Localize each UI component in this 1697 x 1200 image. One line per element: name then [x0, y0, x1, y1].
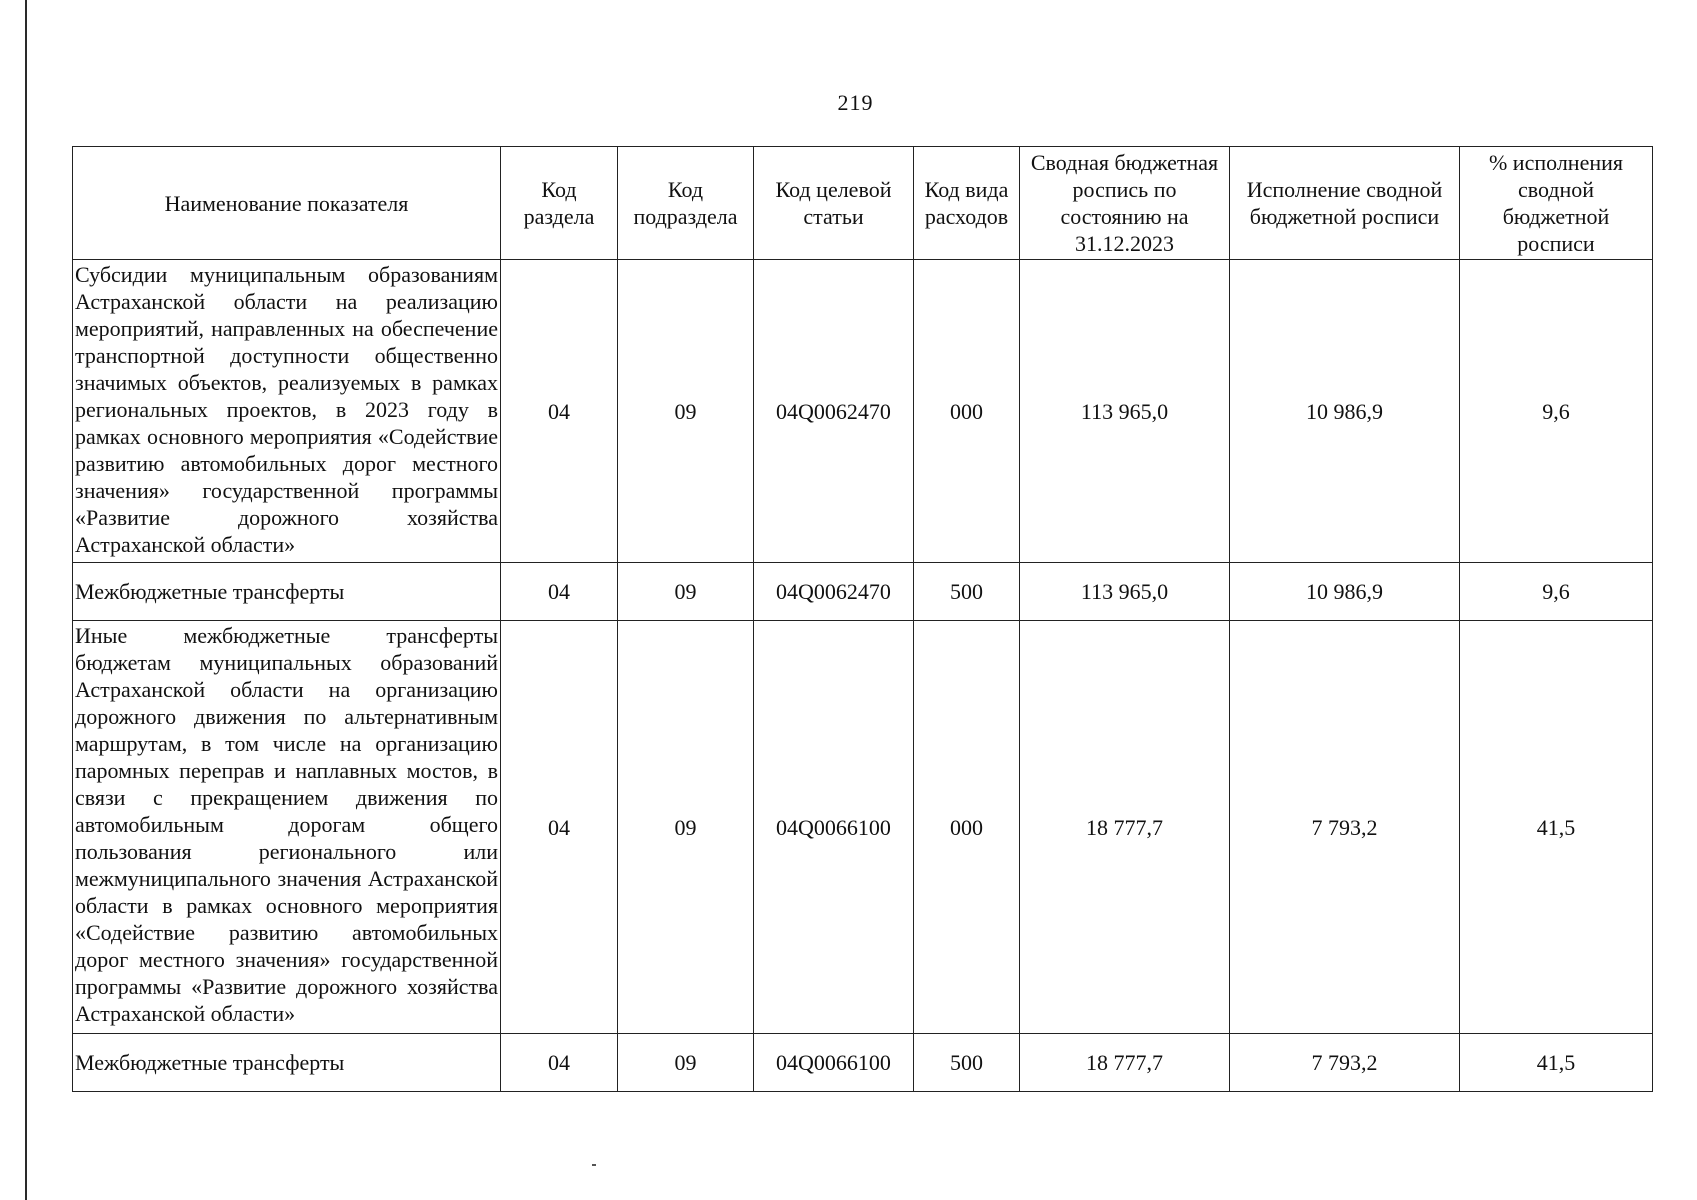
- header-celevaya: Код целевой статьи: [754, 147, 914, 260]
- cell-ispolnenie: 10 986,9: [1230, 563, 1460, 621]
- budget-table: [72, 146, 1653, 1092]
- page-number: [0, 90, 1697, 116]
- cell-ispolnenie: 10 986,9: [1230, 260, 1460, 563]
- cell-podrazdel: 09: [618, 563, 754, 621]
- cell-vid: 000: [914, 621, 1020, 1034]
- binding-margin-line: [25, 0, 27, 1200]
- header-svodnaya: Сводная бюджетная роспись по состоянию на 31.12.2023: [1020, 147, 1230, 260]
- cell-celevaya: 04Q0062470: [754, 260, 914, 563]
- cell-razdel: 04: [501, 1034, 618, 1092]
- table-header: [73, 147, 1653, 260]
- cell-celevaya: 04Q0066100: [754, 1034, 914, 1092]
- cell-vid: 000: [914, 260, 1020, 563]
- header-podrazdel: Код подраздела: [618, 147, 754, 260]
- cell-celevaya: 04Q0066100: [754, 621, 914, 1034]
- cell-razdel: 04: [501, 260, 618, 563]
- cell-vid: 500: [914, 563, 1020, 621]
- cell-vid: 500: [914, 1034, 1020, 1092]
- cell-svodnaya: 113 965,0: [1020, 563, 1230, 621]
- cell-svodnaya: 18 777,7: [1020, 621, 1230, 1034]
- header-razdel: Код раздела: [501, 147, 618, 260]
- cell-procent: 41,5: [1460, 1034, 1653, 1092]
- scan-speck: [592, 1164, 596, 1166]
- cell-celevaya: 04Q0062470: [754, 563, 914, 621]
- cell-procent: 9,6: [1460, 260, 1653, 563]
- table-row: [73, 260, 1653, 563]
- cell-razdel: 04: [501, 563, 618, 621]
- cell-svodnaya: 18 777,7: [1020, 1034, 1230, 1092]
- cell-svodnaya: 113 965,0: [1020, 260, 1230, 563]
- header-vid: Код вида расходов: [914, 147, 1020, 260]
- cell-ispolnenie: 7 793,2: [1230, 1034, 1460, 1092]
- header-ispolnenie: Исполнение сводной бюджетной росписи: [1230, 147, 1460, 260]
- header-row: [73, 147, 1653, 260]
- table-row: [73, 621, 1653, 1034]
- cell-podrazdel: 09: [618, 621, 754, 1034]
- cell-razdel: 04: [501, 621, 618, 1034]
- cell-ispolnenie: 7 793,2: [1230, 621, 1460, 1034]
- cell-podrazdel: 09: [618, 1034, 754, 1092]
- cell-name: Иные межбюджетные трансферты бюджетам муниципальных образований Астраханской области на организацию дорожного движения по альтернативным маршрутам, в том числе на организацию паромных переправ и наплавных мостов, в связи с прекращением движения по автомобильным дорогам общего пользования регионального или межмуниципального значения Астраханской области в рамках основного мероприятия «Содействие развитию автомобильных дорог местного значения» государственной программы «Развитие дорожного хозяйства Астраханской области»: [73, 621, 501, 1034]
- table-row: [73, 1034, 1653, 1092]
- cell-name: Межбюджетные трансферты: [73, 563, 501, 621]
- header-name: Наименование показателя: [73, 147, 501, 260]
- cell-procent: 41,5: [1460, 621, 1653, 1034]
- cell-procent: 9,6: [1460, 563, 1653, 621]
- page-number-text: 219: [837, 90, 874, 115]
- table-body: [73, 260, 1653, 1092]
- table-row: [73, 563, 1653, 621]
- cell-name: Субсидии муниципальным образованиям Астраханской области на реализацию мероприятий, направленных на обеспечение транспортной доступности общественно значимых объектов, реализуемых в рамках региональных проектов, в 2023 году в рамках основного мероприятия «Содействие развитию автомобильных дорог местного значения» государственной программы «Развитие дорожного хозяйства Астраханской области»: [73, 260, 501, 563]
- header-procent: % исполнения сводной бюджетной росписи: [1460, 147, 1653, 260]
- cell-name: Межбюджетные трансферты: [73, 1034, 501, 1092]
- cell-podrazdel: 09: [618, 260, 754, 563]
